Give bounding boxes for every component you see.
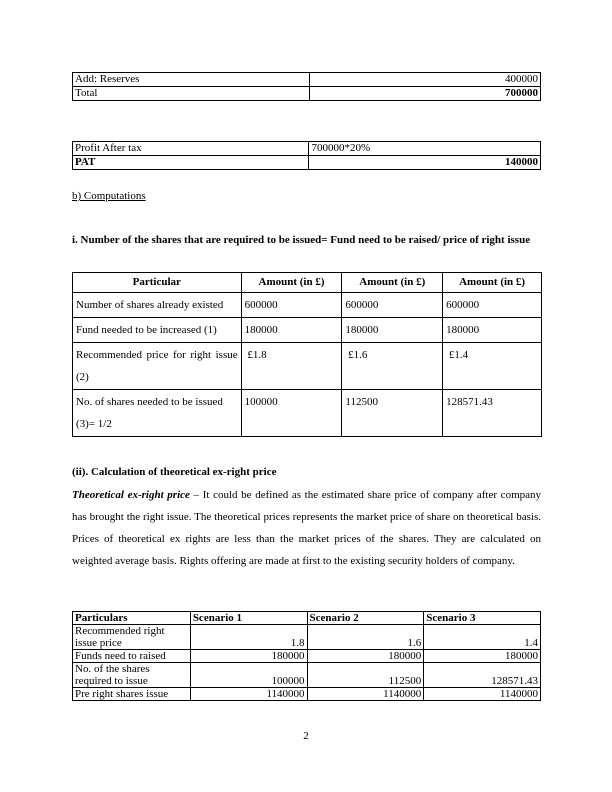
table-row bbox=[73, 663, 541, 688]
table-cell: 180000 bbox=[190, 650, 307, 663]
table-cell: 1.4 bbox=[424, 625, 541, 650]
table-cell: 180000 bbox=[241, 318, 342, 343]
row-label: Pre right shares issue bbox=[73, 688, 191, 701]
table-cell: Number of shares already existed bbox=[73, 293, 242, 318]
row-label: Profit After tax bbox=[73, 142, 309, 156]
shares-table bbox=[72, 272, 542, 437]
row-label: Funds need to raised bbox=[73, 650, 191, 663]
table-header-row bbox=[73, 612, 541, 625]
table-cell: 100000 bbox=[241, 390, 342, 437]
column-header: Amount (in £) bbox=[443, 273, 542, 293]
column-header: Particular bbox=[73, 273, 242, 293]
pat-table bbox=[72, 141, 541, 170]
table-cell: 1140000 bbox=[307, 688, 424, 701]
table-cell: 180000 bbox=[342, 318, 443, 343]
table-cell: 600000 bbox=[342, 293, 443, 318]
row-label: PAT bbox=[73, 156, 309, 170]
row-value: 700000 bbox=[309, 87, 541, 101]
table-row bbox=[73, 293, 542, 318]
table-cell: 100000 bbox=[190, 663, 307, 688]
table-cell: 180000 bbox=[424, 650, 541, 663]
table-cell: 128571.43 bbox=[443, 390, 542, 437]
table-cell: 1.6 bbox=[307, 625, 424, 650]
table-row bbox=[73, 688, 541, 701]
question-heading: i. Number of the shares that are required to be issued= Fund need to be raised/ price of right issue bbox=[72, 234, 531, 246]
table-row bbox=[73, 650, 541, 663]
table-cell: 600000 bbox=[241, 293, 342, 318]
table-header-row bbox=[73, 273, 542, 293]
column-header: Amount (in £) bbox=[241, 273, 342, 293]
definition-paragraph bbox=[72, 484, 541, 572]
table-row bbox=[73, 343, 542, 390]
table-cell: 128571.43 bbox=[424, 663, 541, 688]
table-cell: No. of shares needed to be issued (3)= 1/2 bbox=[73, 390, 242, 437]
table-row bbox=[73, 142, 541, 156]
row-value: 400000 bbox=[309, 73, 541, 87]
table-cell: 600000 bbox=[443, 293, 542, 318]
computations-heading: b) Computations bbox=[72, 190, 146, 202]
table-row bbox=[73, 390, 542, 437]
column-header: Scenario 1 bbox=[190, 612, 307, 625]
reserves-table bbox=[72, 72, 541, 101]
row-value: 140000 bbox=[309, 156, 541, 170]
page-number: 2 bbox=[303, 730, 309, 742]
table-cell: 112500 bbox=[342, 390, 443, 437]
section-heading: (ii). Calculation of theoretical ex-right price bbox=[72, 466, 277, 478]
row-label: Add: Reserves bbox=[73, 73, 310, 87]
row-label: Total bbox=[73, 87, 310, 101]
table-cell: Fund needed to be increased (1) bbox=[73, 318, 242, 343]
column-header: Scenario 3 bbox=[424, 612, 541, 625]
table-cell: 1140000 bbox=[424, 688, 541, 701]
table-row bbox=[73, 156, 541, 170]
table-cell: 1140000 bbox=[190, 688, 307, 701]
definition-term: Theoretical ex-right price bbox=[72, 489, 190, 501]
table-cell: 112500 bbox=[307, 663, 424, 688]
definition-text: – It could be defined as the estimated share price of company after company has brought the right issue. The theoretical prices represents the market price of share on theoretical basis. Prices of theoretical ex rights are less than the market prices of the shares. They are calculated on weighted average basis. Rights offering are made at first to the existing security holders of company. bbox=[72, 489, 542, 567]
column-header: Particulars bbox=[73, 612, 191, 625]
table-row bbox=[73, 73, 541, 87]
column-header: Scenario 2 bbox=[307, 612, 424, 625]
column-header: Amount (in £) bbox=[342, 273, 443, 293]
table-cell: £1.4 bbox=[443, 343, 542, 390]
row-label: Recommended right issue price bbox=[73, 625, 191, 650]
table-cell: Recommended price for right issue (2) bbox=[73, 343, 242, 390]
row-label: No. of the shares required to issue bbox=[73, 663, 191, 688]
table-row bbox=[73, 87, 541, 101]
table-cell: 180000 bbox=[307, 650, 424, 663]
table-row bbox=[73, 625, 541, 650]
table-cell: £1.8 bbox=[241, 343, 342, 390]
table-row bbox=[73, 318, 542, 343]
scenario-table bbox=[72, 611, 541, 701]
table-cell: 1.8 bbox=[190, 625, 307, 650]
table-cell: £1.6 bbox=[342, 343, 443, 390]
row-value: 700000*20% bbox=[309, 142, 541, 156]
table-cell: 180000 bbox=[443, 318, 542, 343]
